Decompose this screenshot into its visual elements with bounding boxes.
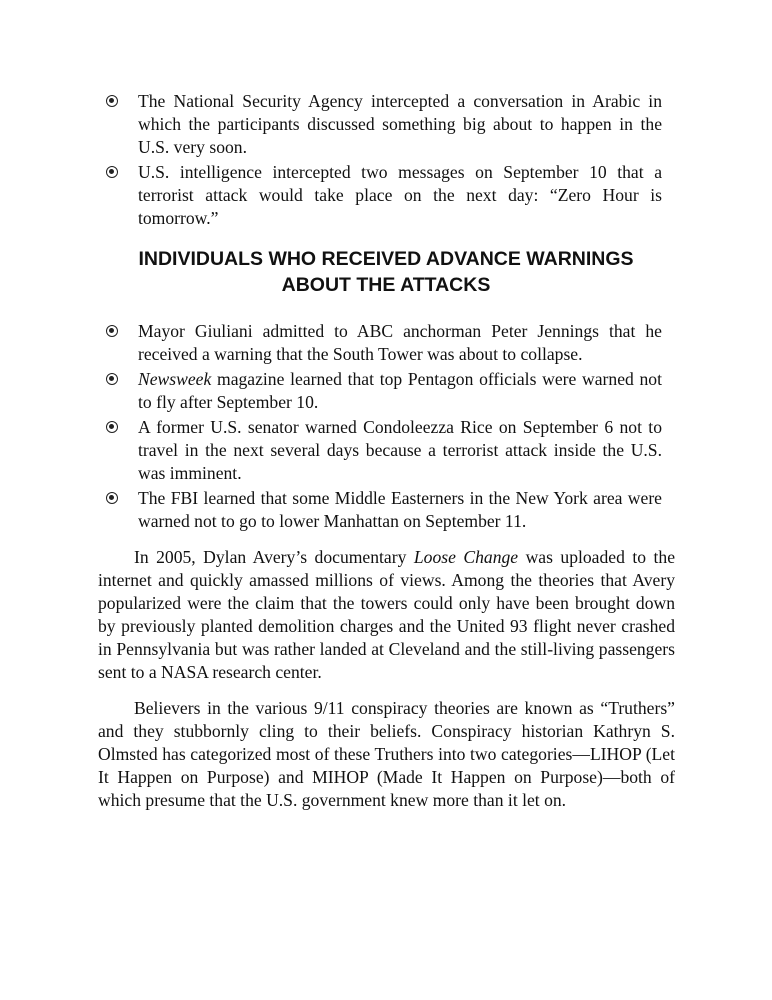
list-item <box>106 90 662 159</box>
circle-bullet-icon <box>106 373 118 385</box>
list-item <box>106 320 662 366</box>
bullet-text <box>138 369 662 412</box>
list-item <box>106 487 662 533</box>
circle-bullet-icon <box>106 166 118 178</box>
list-item <box>106 161 662 230</box>
section-heading <box>96 246 676 298</box>
bullet-text-rest: magazine learned that top Pentagon officials were warned not to fly after September 10. <box>138 369 662 412</box>
publication-name: Newsweek <box>138 369 212 389</box>
circle-bullet-icon <box>106 492 118 504</box>
paragraph-truthers: Believers in the various 9/11 conspiracy theories are known as “Truthers” and they stubbornly cling to their beliefs. Conspiracy historian Kathryn S. Olmsted has categorized most of these Truthers into two categories—LIHOP (Let It Happen on Purpose) and MIHOP (Made It Happen on Purpose)—both of which presume that the U.S. government knew more than it let on. <box>98 698 675 810</box>
bullet-text: Mayor Giuliani admitted to ABC anchorman Peter Jennings that he received a warning that the South Tower was about to collapse. <box>138 321 662 364</box>
paragraph-text: was uploaded to the internet and quickly amassed millions of views. Among the theories that Avery popularized were the claim that the towers could only have been brought down by previously planted demolition charges and the United 93 flight never crashed in Pennsylvania but was rather landed at Cleveland and the still-living passengers sent to a NASA research center. <box>98 547 675 682</box>
list-item <box>106 368 662 414</box>
documentary-title: Loose Change <box>413 547 519 567</box>
heading-line-2: ABOUT THE ATTACKS <box>281 274 491 296</box>
paragraph-loose-change <box>98 546 675 684</box>
circle-bullet-icon <box>106 325 118 337</box>
bullet-list-warnings <box>106 320 662 535</box>
bullet-text: The FBI learned that some Middle Easterners in the New York area were warned not to go to lower Manhattan on September 11. <box>138 488 662 531</box>
paragraph-text: In 2005, Dylan Avery’s documentary <box>134 547 414 567</box>
bullet-list-nsa <box>106 90 662 232</box>
circle-bullet-icon <box>106 421 118 433</box>
bullet-text: A former U.S. senator warned Condoleezza Rice on September 6 not to travel in the next several days because a terrorist attack inside the U.S. was imminent. <box>138 417 662 483</box>
circle-bullet-icon <box>106 95 118 107</box>
heading-line-1: INDIVIDUALS WHO RECEIVED ADVANCE WARNINGS <box>138 248 634 270</box>
bullet-text: The National Security Agency intercepted a conversation in Arabic in which the participants discussed something big about to happen in the U.S. very soon. <box>138 91 662 157</box>
list-item <box>106 416 662 485</box>
bullet-text: U.S. intelligence intercepted two messages on September 10 that a terrorist attack would take place on the next day: “Zero Hour is tomorrow.” <box>138 162 662 228</box>
